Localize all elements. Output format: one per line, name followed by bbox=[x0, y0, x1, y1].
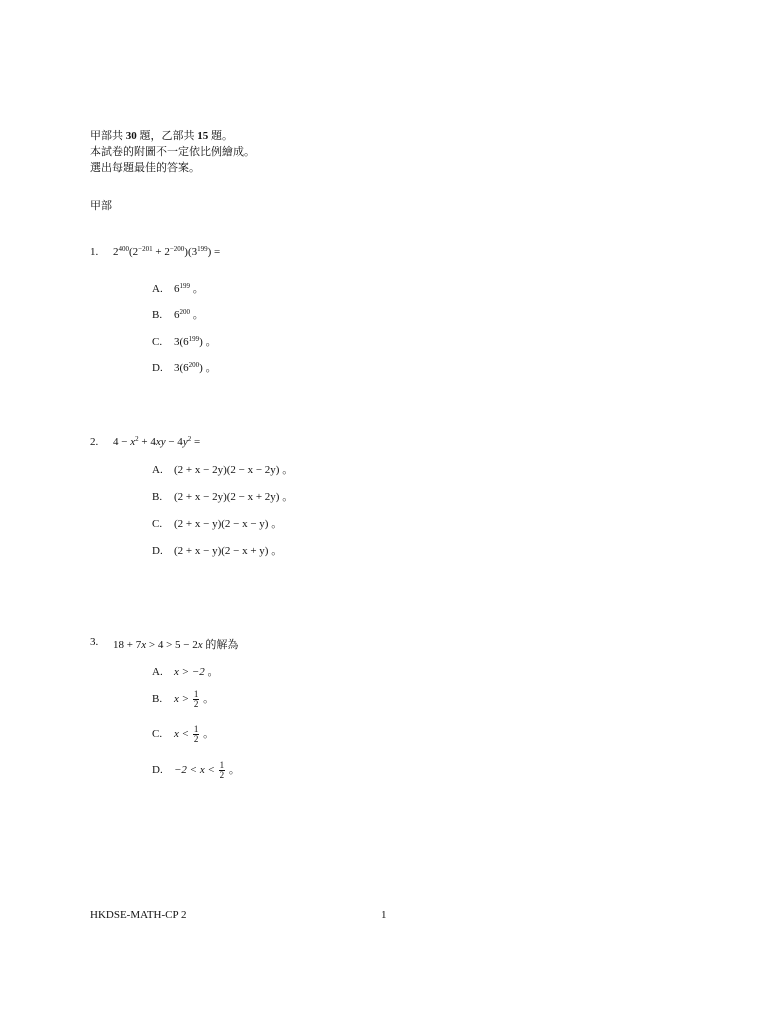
option-b[interactable]: B. x > $\frac{1}{2}$ 。 bbox=[152, 689, 215, 709]
option-d[interactable]: D. −2 < x < $\frac{1}{2}$ 。 bbox=[152, 760, 240, 780]
option-d[interactable]: D. (2 + x − y)(2 − x + y) 。 bbox=[152, 545, 283, 557]
option-d[interactable]: D. $3(6^{200})$ 。 bbox=[152, 361, 217, 374]
question-stem: 18 + 7x > 4 > 5 − 2x 的解為 bbox=[113, 639, 239, 651]
instruction-line-1: 甲部共 30 題，乙部共 15 題。 bbox=[90, 130, 233, 142]
instruction-line-2: 本試卷的附圖不一定依比例繪成。 bbox=[90, 146, 255, 158]
instruction-line-3: 選出每題最佳的答案。 bbox=[90, 162, 200, 174]
option-a[interactable]: A. (2 + x − 2y)(2 − x − 2y) 。 bbox=[152, 464, 294, 476]
page-number: 1 bbox=[381, 909, 387, 921]
fraction: $\frac{1}{2}$ bbox=[219, 760, 225, 780]
question-stem: $4 - x^2 + 4xy - 4y^2$ = bbox=[113, 435, 201, 448]
option-a[interactable]: A. x > −2 。 bbox=[152, 666, 219, 678]
option-b[interactable]: B. $6^{200}$ 。 bbox=[152, 308, 204, 321]
option-b[interactable]: B. (2 + x − 2y)(2 − x + 2y) 。 bbox=[152, 491, 294, 503]
option-c[interactable]: C. $3(6^{199})$ 。 bbox=[152, 335, 217, 348]
fraction: $\frac{1}{2}$ bbox=[193, 689, 199, 709]
section-title: 甲部 bbox=[90, 200, 112, 212]
option-c[interactable]: C. (2 + x − y)(2 − x − y) 。 bbox=[152, 518, 283, 530]
option-c[interactable]: C. x < $\frac{1}{2}$ 。 bbox=[152, 724, 215, 744]
fraction: $\frac{1}{2}$ bbox=[193, 724, 199, 744]
exam-code: HKDSE-MATH-CP 2 bbox=[90, 909, 187, 921]
question-number: 2. bbox=[90, 436, 99, 448]
question-number: 3. bbox=[90, 636, 99, 648]
instructions bbox=[90, 128, 255, 176]
option-a[interactable]: A. $6^{199}$ 。 bbox=[152, 282, 204, 295]
question-number: 1. bbox=[90, 246, 99, 258]
question-stem: $2^{400}(2^{-201} + 2^{-200})(3^{199})$ = bbox=[113, 245, 221, 258]
